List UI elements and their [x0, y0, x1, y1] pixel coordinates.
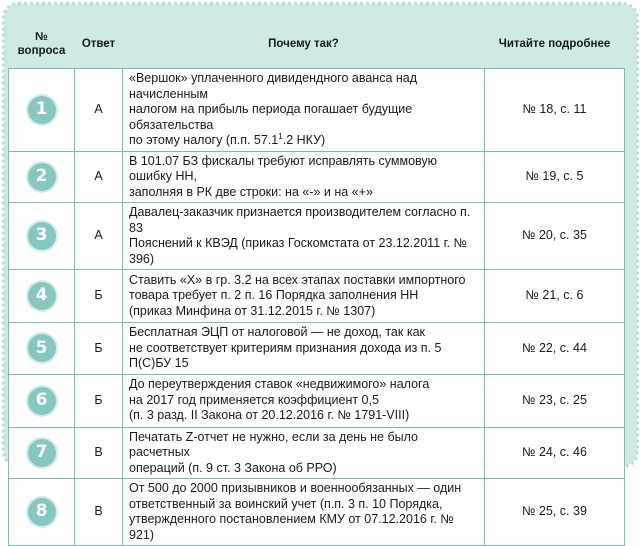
explanation-line: В 101.07 БЗ фискалы требуют исправлять суммовую ошибку НН, [129, 153, 438, 183]
header-row [9, 20, 625, 69]
reference-cell: № 21, с. 6 [485, 270, 625, 323]
answers-table [8, 20, 625, 546]
reference-cell: № 19, с. 5 [485, 151, 625, 203]
question-number-badge: 2 [28, 163, 56, 191]
question-number-cell [9, 323, 75, 375]
explanation-superscript: 1 [278, 131, 283, 141]
explanation-line: Печатать Z-отчет не нужно, если за день не было расчетных [129, 429, 419, 459]
explanation-cell [123, 270, 485, 323]
explanation-line: Ставить «Х» в гр. 3.2 на всех этапах поставки импортного [129, 272, 466, 287]
explanation-line: (приказ Минфина от 31.12.2015 г. № 1307) [129, 303, 376, 318]
question-number-badge: 4 [28, 282, 56, 310]
reference-cell: № 24, с. 46 [485, 427, 625, 479]
question-number-cell [9, 479, 75, 546]
explanation-line: на 2017 год применяется коэффициент 0,5 [129, 392, 379, 407]
question-number-badge: 7 [28, 439, 56, 467]
question-number-badge: 1 [28, 96, 56, 124]
table-row [9, 203, 625, 270]
explanation-line: налогом на прибыль периода погашает будущие обязательства [129, 102, 413, 132]
reference-cell: № 23, с. 25 [485, 374, 625, 427]
answer-cell: Б [75, 374, 123, 427]
question-number-cell [9, 270, 75, 323]
explanation-line: операций (п. 9 ст. 3 Закона об РРО) [129, 460, 337, 475]
explanation-cell [123, 323, 485, 375]
table-row [9, 151, 625, 203]
explanation-tail: .2 НКУ) [282, 133, 326, 147]
header-answer: Ответ [81, 38, 116, 50]
explanation-line: заполняя в РК две строки: на «-» и на «+» [129, 184, 373, 199]
explanation-line: До переутверждения ставок «недвижимого» налога [129, 377, 430, 392]
answer-cell: А [75, 151, 123, 203]
explanation-line: по этому налогу (п.п. 57.1 [129, 133, 279, 147]
explanation-cell [123, 374, 485, 427]
table-row [9, 270, 625, 323]
question-number-badge: 6 [28, 387, 56, 415]
question-number-badge: 3 [28, 222, 56, 250]
answer-cell: А [75, 69, 123, 152]
explanation-line: Давалец-заказчик признается производителем согласно п. 83 [129, 205, 471, 235]
header-why: Почему так? [268, 38, 339, 50]
answer-cell: А [75, 203, 123, 270]
explanation-cell [123, 69, 485, 152]
explanation-line: Бесплатная ЭЦП от налоговой — не доход, так как [129, 325, 425, 339]
explanation-line: товара требует п. 2 п. 16 Порядка заполнения НН [129, 288, 419, 303]
answer-cell: В [75, 427, 123, 479]
explanation-line: «Вершок» уплаченного дивидендного аванса над начисленным [129, 71, 418, 101]
reference-cell: № 18, с. 11 [485, 69, 625, 152]
explanation-cell [123, 479, 485, 546]
answer-cell: В [75, 479, 123, 546]
question-number-cell [9, 69, 75, 152]
table-row [9, 374, 625, 427]
reference-cell: № 25, с. 39 [485, 479, 625, 546]
header-num: № вопроса [17, 31, 66, 57]
answer-cell: Б [75, 323, 123, 375]
explanation-line: Пояснений к КВЭД (приказ Госкомстата от 23.12.2011 г. № 396) [129, 236, 468, 266]
answer-cell: Б [75, 270, 123, 323]
explanation-line: От 500 до 2000 призывников и военнообязанных — один [129, 481, 462, 495]
explanation-cell [123, 151, 485, 203]
explanation-line: ответственный за воинский учет (п.п. 3 п. 10 Порядка, [129, 496, 443, 511]
question-number-badge: 5 [28, 334, 56, 362]
explanation-cell [123, 203, 485, 270]
explanation-line: (п. 3 разд. II Закона от 20.12.2016 г. № 1791-VIII) [129, 408, 410, 423]
table-row [9, 479, 625, 546]
explanation-line: утвержденного постановлением КМУ от 07.12.2016 г. № 921) [129, 512, 454, 542]
reference-cell: № 20, с. 35 [485, 203, 625, 270]
question-number-cell [9, 203, 75, 270]
header-read: Читайте подробнее [498, 38, 611, 50]
table-row [9, 69, 625, 152]
explanation-line: не соответствует критериям признания дохода из п. 5 П(С)БУ 15 [129, 340, 442, 370]
question-number-badge: 8 [28, 498, 56, 526]
table-row [9, 323, 625, 375]
question-number-cell [9, 151, 75, 203]
reference-cell: № 22, с. 44 [485, 323, 625, 375]
question-number-cell [9, 374, 75, 427]
